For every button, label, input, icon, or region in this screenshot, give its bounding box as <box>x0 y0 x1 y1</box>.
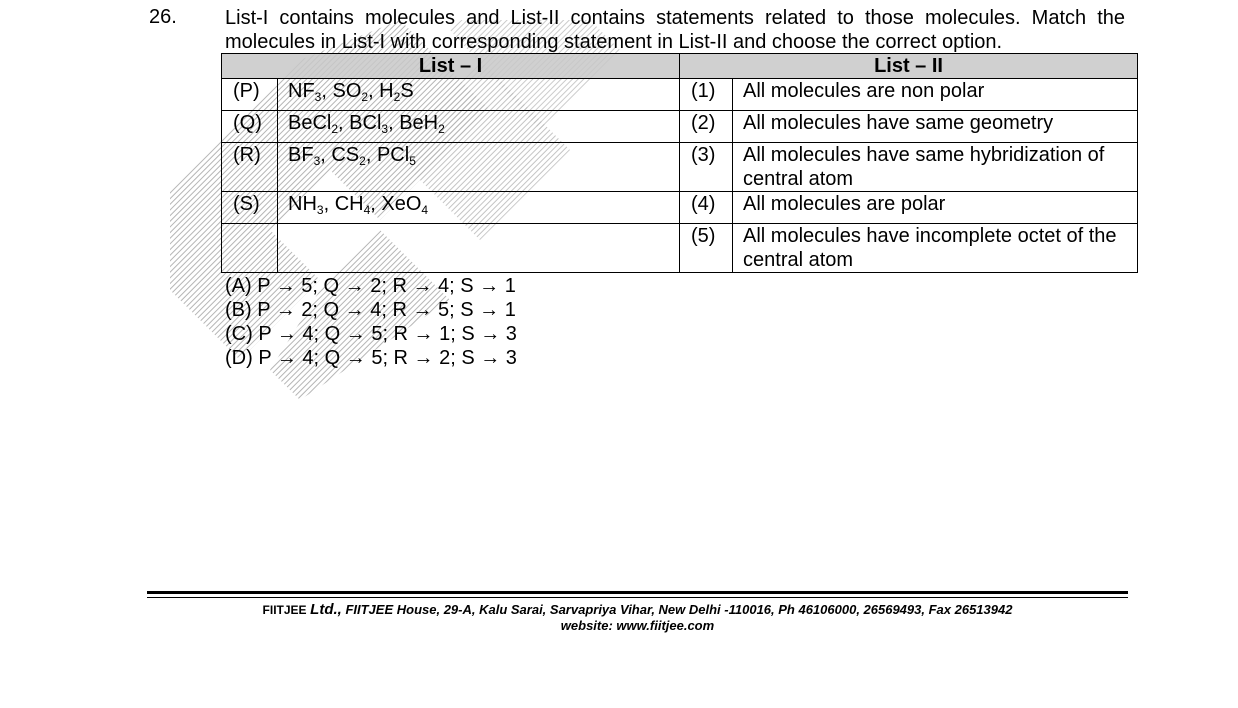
molecule-text: , SO <box>321 80 362 102</box>
molecule-text: S <box>400 80 414 102</box>
molecule-subscript: 2 <box>438 122 445 136</box>
molecule-text: , PCl <box>365 144 410 166</box>
footer-rule-thin <box>147 597 1128 598</box>
molecule-text: , CS <box>320 144 360 166</box>
table-row <box>222 143 1138 192</box>
molecule-text: NH <box>288 193 317 215</box>
answer-options <box>225 274 517 370</box>
question-number: 26. <box>149 6 177 28</box>
list-1-molecules <box>278 143 680 192</box>
question-stem-line-2: molecules in List-I with corresponding statement in List-II and choose the correct option. <box>225 31 1003 53</box>
list-1-molecules <box>278 79 680 111</box>
list-2-number: (1) <box>680 79 733 111</box>
molecule-text: BeCl <box>288 112 332 134</box>
option-b[interactable]: (B) P → 2; Q → 4; R → 5; S → 1 <box>225 299 516 321</box>
molecule-text: , CH <box>323 193 364 215</box>
molecule-subscript: 4 <box>363 203 371 217</box>
list-2-number: (5) <box>680 224 733 273</box>
option-a[interactable]: (A) P → 5; Q → 2; R → 4; S → 1 <box>225 275 516 297</box>
list-1-label: (S) <box>222 192 278 224</box>
table-row <box>222 192 1138 224</box>
page-footer <box>147 602 1128 634</box>
list-1-label: (Q) <box>222 111 278 143</box>
footer-ltd: Ltd., <box>310 601 342 618</box>
list-2-statement: All molecules have same hybridization of central atom <box>733 143 1138 192</box>
list-2-statement: All molecules are non polar <box>733 79 1138 111</box>
footer-address: FIITJEE House, 29-A, Kalu Sarai, Sarvapriya Vihar, New Delhi -110016, Ph 46106000, 26569493, Fax 26513942 <box>345 602 1013 617</box>
molecule-subscript: 2 <box>331 122 339 136</box>
list-1-header: List – I <box>222 54 680 79</box>
footer-rule-thick <box>147 591 1128 594</box>
molecule-subscript: 3 <box>313 154 321 168</box>
list-1-label <box>222 224 278 273</box>
list-2-number: (3) <box>680 143 733 192</box>
option-c[interactable]: (C) P → 4; Q → 5; R → 1; S → 3 <box>225 323 517 345</box>
molecule-subscript: 3 <box>381 122 389 136</box>
molecule-subscript: 3 <box>314 90 322 104</box>
table-row <box>222 111 1138 143</box>
list-1-molecules <box>278 224 680 273</box>
molecule-text: , BeH <box>388 112 439 134</box>
option-d[interactable]: (D) P → 4; Q → 5; R → 2; S → 3 <box>225 347 517 369</box>
question-stem-line-1: List-I contains molecules and List-II contains statements related to those molecules. Match the <box>225 7 1125 29</box>
footer-website: website: www.fiitjee.com <box>560 618 715 633</box>
molecule-subscript: 5 <box>409 154 416 168</box>
list-1-molecules <box>278 111 680 143</box>
list-2-number: (4) <box>680 192 733 224</box>
footer-brand: FIITJEE <box>262 603 307 617</box>
molecule-subscript: 2 <box>393 90 401 104</box>
list-1-label: (P) <box>222 79 278 111</box>
molecule-text: BF <box>288 144 314 166</box>
list-1-molecules <box>278 192 680 224</box>
molecule-subscript: 2 <box>359 154 366 168</box>
table-row <box>222 79 1138 111</box>
footer-address-line <box>147 602 1128 618</box>
molecule-subscript: 4 <box>421 203 429 217</box>
molecule-subscript: 2 <box>361 90 369 104</box>
list-1-label: (R) <box>222 143 278 192</box>
molecule-text: NF <box>288 80 315 102</box>
list-2-header: List – II <box>680 54 1138 79</box>
molecule-text: , H <box>368 80 394 102</box>
molecule-text: , XeO <box>370 193 422 215</box>
table-row <box>222 224 1138 273</box>
list-2-number: (2) <box>680 111 733 143</box>
molecule-subscript: 3 <box>316 203 324 217</box>
list-2-statement: All molecules have same geometry <box>733 111 1138 143</box>
match-table <box>221 53 1138 273</box>
list-2-statement: All molecules are polar <box>733 192 1138 224</box>
molecule-text: , BCl <box>338 112 382 134</box>
question-stem <box>225 6 1125 54</box>
list-2-statement: All molecules have incomplete octet of the central atom <box>733 224 1138 273</box>
